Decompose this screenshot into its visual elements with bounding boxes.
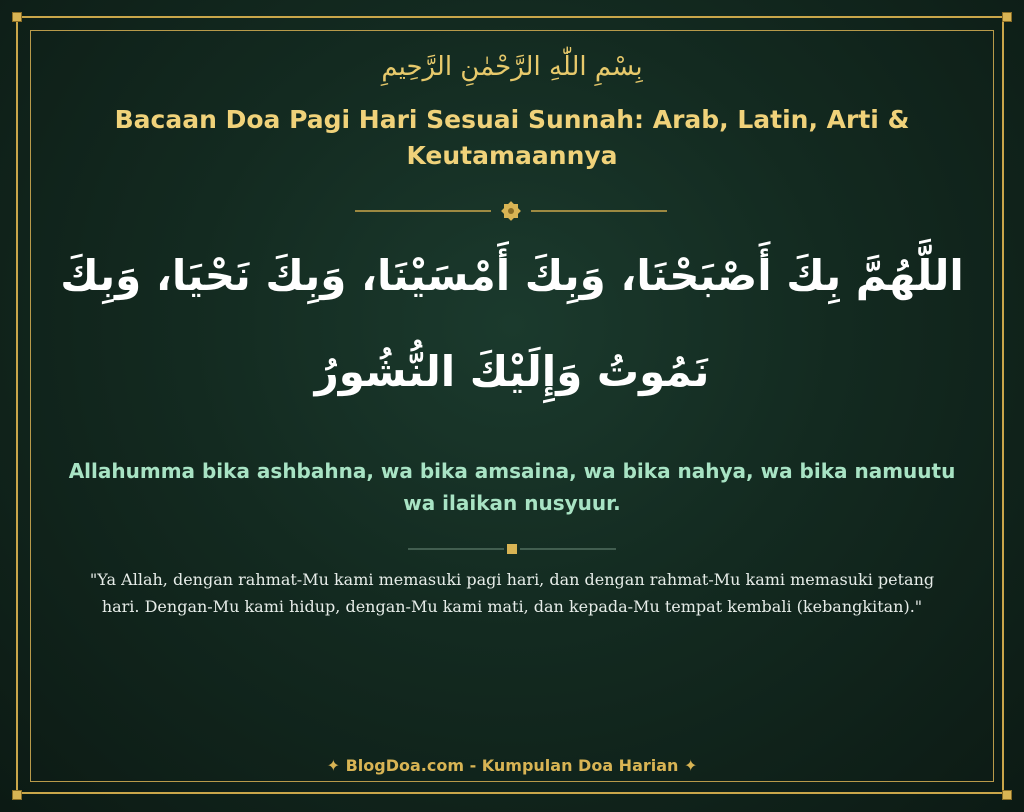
star-ornament-icon xyxy=(355,200,667,222)
corner-ornament-icon xyxy=(12,790,22,800)
arabic-doa-text: اللَّهُمَّ بِكَ أَصْبَحْنَا، وَبِكَ أَمْسَيْنَا، وَبِكَ نَحْيَا، وَبِكَ نَمُوتُ وَإِلَيْكَ النُّشُورُ xyxy=(60,251,964,396)
footer-credit: ✦ BlogDoa.com - Kumpulan Doa Harian ✦ xyxy=(326,756,698,775)
page-title: Bacaan Doa Pagi Hari Sesuai Sunnah: Arab, Latin, Arti & Keutamaannya xyxy=(114,105,910,170)
corner-ornament-icon xyxy=(1002,12,1012,22)
doa-translation: "Ya Allah, dengan rahmat-Mu kami memasuki pagi hari, dan dengan rahmat-Mu kami memasuki petang hari. Dengan-Mu kami hidup, dengan-Mu kami mati, dan kepada-Mu tempat kembali (kebangkitan)." xyxy=(89,570,935,616)
basmala-heading: بِسْمِ اللّٰهِ الرَّحْمٰنِ الرَّحِيمِ xyxy=(381,52,643,82)
diamond-ornament-icon xyxy=(408,540,616,558)
corner-ornament-icon xyxy=(1002,790,1012,800)
latin-transliteration: Allahumma bika ashbahna, wa bika amsaina, wa bika nahya, wa bika namuutu wa ilaikan nusyuur. xyxy=(68,459,956,515)
corner-ornament-icon xyxy=(12,12,22,22)
